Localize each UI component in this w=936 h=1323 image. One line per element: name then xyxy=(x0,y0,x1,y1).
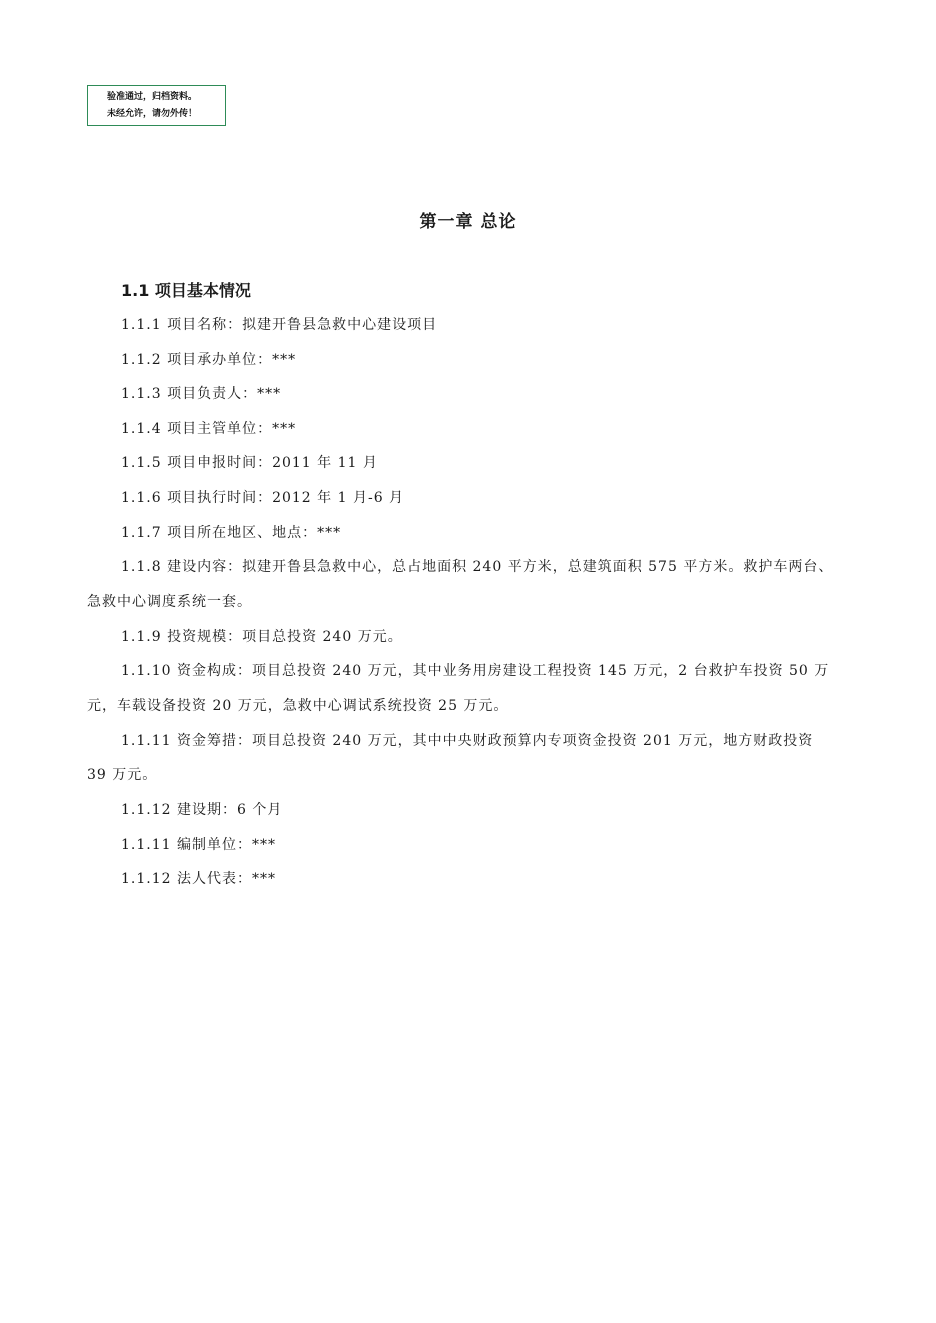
stamp-line-2: 未经允许，请勿外传！ xyxy=(107,109,198,119)
item-fund-raising-cont: 39 万元。 xyxy=(87,767,158,783)
item-construction-content-cont: 急救中心调度系统一套。 xyxy=(87,594,252,610)
item-application-time: 1.1.5 项目申报时间：2011 年 11 月 xyxy=(121,455,378,471)
item-project-name: 1.1.1 项目名称：拟建开鲁县急救中心建设项目 xyxy=(121,317,438,333)
item-legal-representative: 1.1.12 法人代表：*** xyxy=(121,871,276,887)
item-construction-period: 1.1.12 建设期：6 个月 xyxy=(121,802,283,818)
stamp-line-1: 验准通过，归档资料。 xyxy=(107,92,198,102)
item-funding-structure: 1.1.10 资金构成：项目总投资 240 万元，其中业务用房建设工程投资 145 万元，2 台救护车投资 50 万 xyxy=(121,663,830,679)
chapter-title: 第一章 总论 xyxy=(419,212,517,232)
item-execution-time: 1.1.6 项目执行时间：2012 年 1 月-6 月 xyxy=(121,490,405,506)
item-funding-structure-cont: 元，车载设备投资 20 万元，急救中心调试系统投资 25 万元。 xyxy=(87,698,509,714)
confidential-stamp xyxy=(87,85,226,126)
item-undertaking-unit: 1.1.2 项目承办单位：*** xyxy=(121,352,297,368)
item-fund-raising: 1.1.11 资金筹措：项目总投资 240 万元，其中中央财政预算内专项资金投资 201 万元，地方财政投资 xyxy=(121,733,814,749)
item-construction-content: 1.1.8 建设内容：拟建开鲁县急救中心，总占地面积 240 平方米，总建筑面积 575 平方米。救护车两台、 xyxy=(121,559,834,575)
item-location: 1.1.7 项目所在地区、地点：*** xyxy=(121,525,342,541)
section-title: 1.1 项目基本情况 xyxy=(121,281,251,300)
item-project-leader: 1.1.3 项目负责人：*** xyxy=(121,386,282,402)
item-investment-scale: 1.1.9 投资规模：项目总投资 240 万元。 xyxy=(121,629,403,645)
item-supervising-unit: 1.1.4 项目主管单位：*** xyxy=(121,421,297,437)
item-compiling-unit: 1.1.11 编制单位：*** xyxy=(121,837,276,853)
